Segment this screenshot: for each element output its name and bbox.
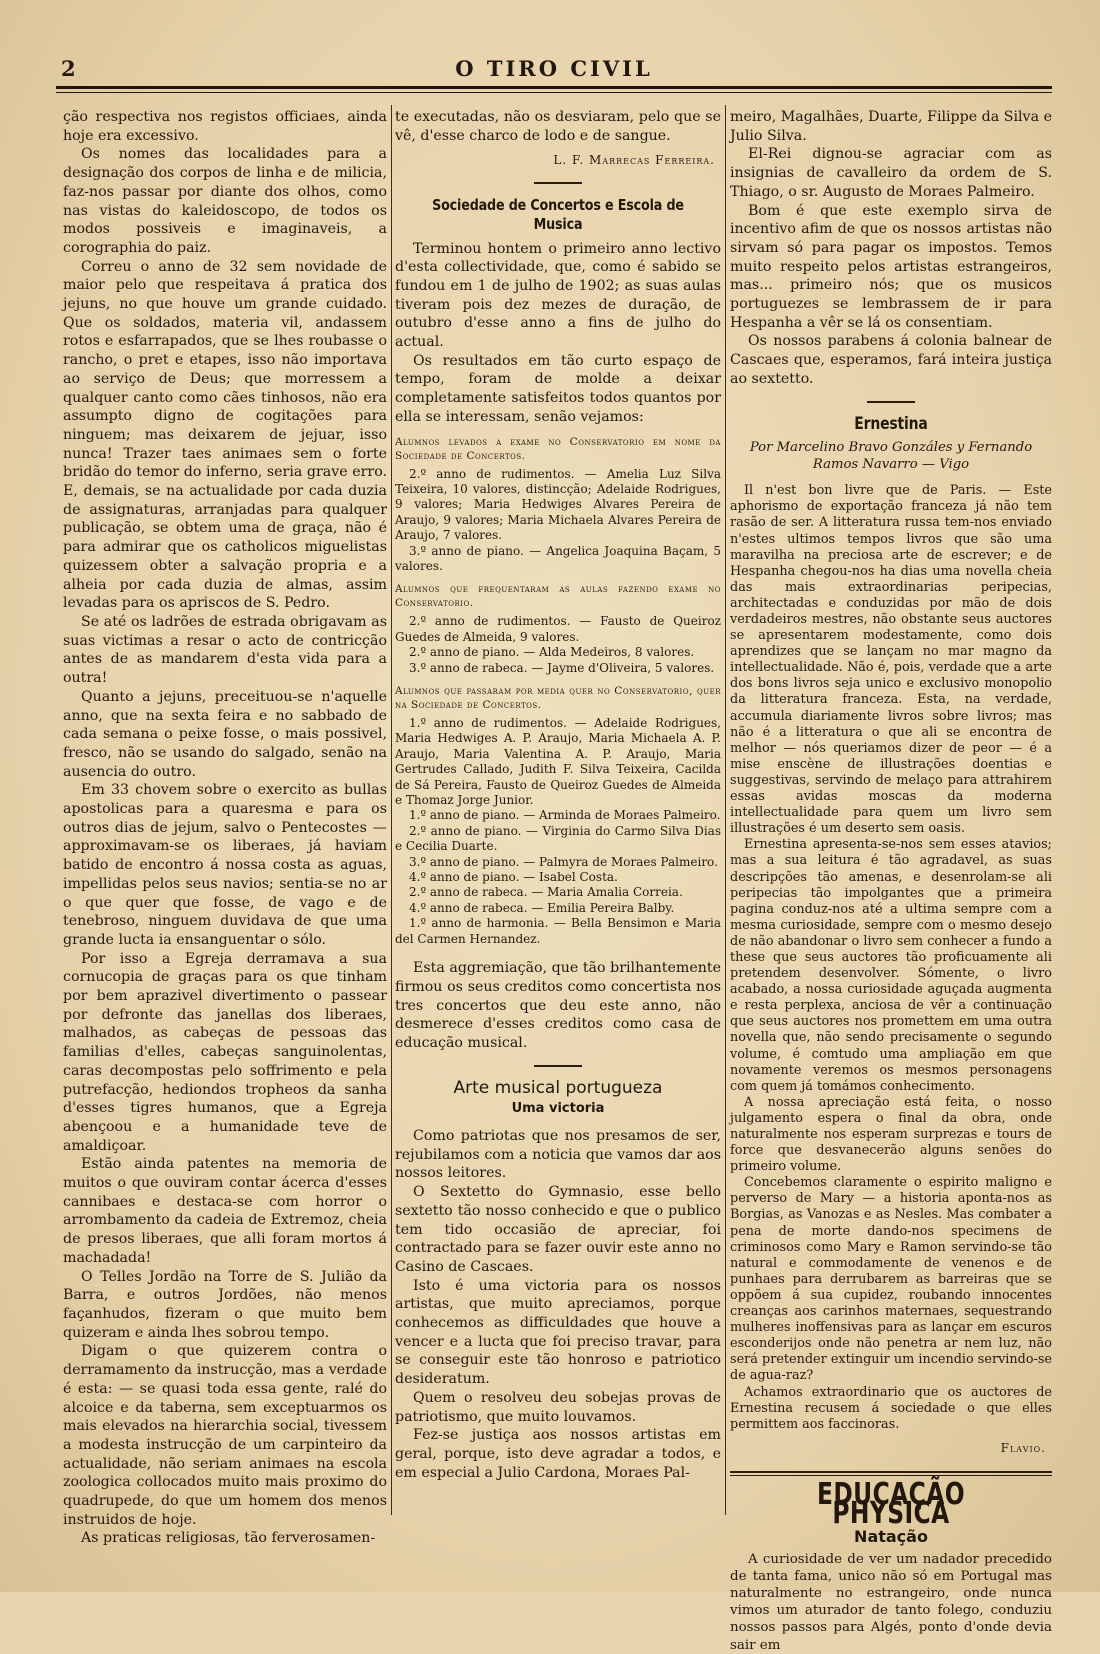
paragraph: Os nomes das localidades para a designação dos corpos de linha e de milicia, faz-nos passar por diante dos olhos, como nas vistas do kaleidoscopo, de todos os modos possiveis e imaginaveis, a corographia do paiz. [63, 146, 387, 256]
list-item: 2.º anno de rudimentos. — Amelia Luz Silva Teixeira, 10 valores, distincção; Adelaide Rodrigues, 9 valores; Maria Hedwiges Alvares Pereira de Araujo, 9 valores; Maria Michaela Alvares Pereira de Araujo, 7 valores. [395, 466, 721, 543]
section-title: Arte musical portugueza [453, 1077, 663, 1098]
paragraph: Quanto a jejuns, preceituou-se n'aquelle anno, que na sexta feira e no sabbado de cada semana o peixe fosse, o mais possivel, fresco, não se usando do salgado, senão na ausencia do outro. [63, 688, 387, 780]
list-item: 4.º anno de piano. — Isabel Costa. [409, 870, 618, 885]
list-item: 4.º anno de rabeca. — Emilia Pereira Balby. [409, 900, 675, 915]
paragraph: Estão ainda patentes na memoria de muitos o que ouviram contar ácerca d'esses cannibaes e destaca-se com horror o arrombamento da cadeia de Extremoz, cheia de presos liberaes, que alli foram mortos á machadada! [63, 1156, 387, 1266]
paragraph: A curiosidade de ver um nadador precedido de tanta fama, unico não só em Portugal mas naturalmente no estrangeiro, onde nunca vimos um aturador de tanto folego, conduziu nossos passos para Algés, ponto d'onde devia sair em [730, 1551, 1052, 1653]
header-rule-thick [56, 86, 1052, 89]
column-2 [395, 108, 721, 1518]
paragraph: Por isso a Egreja derramava a sua cornucopia de graças para os que tinham por bem aprazivel divertimento o passear por defronte das janellas dos liberaes, malhados, as cabeças de pessoas das familias d'elles, cabeças sanguinolentas, caras decompostas pelo soffrimento e pela putrefacção, hediondos tropheos da sanha d'esses tigres humanos, que a Egreja abençoou e a humanidade teve de amaldiçoar. [63, 950, 387, 1154]
paragraph: A nossa apreciação está feita, o nosso julgamento espera o final da obra, onde naturalmente nos esperam surprezas e tours de force que desvanecerão alguns senões do primeiro volume. [730, 1094, 1052, 1175]
paragraph: Isto é uma victoria para os nossos artistas, que muito apreciamos, porque conhecemos as difficuldades que houve a vencer e a lucta que foi preciso travar, para se conseguir este tão honroso e patriotico desideratum. [395, 1277, 721, 1388]
section-subtitle: Uma victoria [511, 1101, 605, 1117]
section-separator [534, 182, 582, 184]
paragraph: Os nossos parabens á colonia balnear de Cascaes que, esperamos, fará inteira justiça ao sextetto. [730, 333, 1052, 387]
results-list [395, 435, 721, 948]
review-body [730, 483, 1052, 1433]
paragraph: Correu o anno de 32 sem novidade de maior pelo que respeitava á pratica dos jejuns, no que houve um grande cuidado. Que os soldados, materia vil, andassem rotos e esfarrapados, que se lhes roubasse o rancho, o pret e etapes, isso não importava ao serviço de Deus; que morressem a qualquer canto como cães tinhosos, não era assumpto digno de cogitações para ninguem; mas deixarem de jejuar, isso nunca! Trazer taes animaes sem o forte bridão do temor do inferno, seria grave erro. E, demais, se na actualidade por cada duzia de assignaturas, arranjadas para qualquer publicação, se obtem uma de graça, não é para admirar que os catholicos miguelistas quizessem obter a salvação propria e a alheia por cada duzia de almas, assim levadas para os apriscos de S. Pedro. [63, 258, 387, 612]
article-signature: L. F. Marrecas Ferreira. [553, 153, 715, 168]
paragraph: O Telles Jordão na Torre de S. Julião da Barra, e outros Jordões, não menos façanhudos, fizeram o que muito bem quizeram e ainda lhes sobrou tempo. [63, 1268, 387, 1341]
page-header [56, 56, 1052, 96]
list-item: 2.º anno de piano. — Alda Medeiros, 8 valores. [409, 645, 695, 660]
paragraph: O Sextetto do Gymnasio, esse bello sextetto tão nosso conhecido e que o publico tem tido occasião de apreciar, foi contractado para se fazer ouvir este anno no Casino de Cascaes. [395, 1184, 721, 1275]
paragraph: Os resultados em tão curto espaço de tempo, foram de molde a deixar completamente satisfeitos todos quantos por ella se interessam, senão vejamos: [395, 352, 721, 425]
column-1 [63, 108, 387, 1547]
list-item: 1.º anno de harmonia. — Bella Bensimon e Maria del Carmen Hernandez. [395, 916, 721, 946]
list-item: 3.º anno de rabeca. — Jayme d'Oliveira, 5 valores. [409, 660, 715, 675]
section-title: Ernestina [854, 413, 928, 434]
paragraph: Esta aggremiação, que tão brilhantemente firmou os seus creditos como concertista nos tres concertos que deu este anno, não desmerece d'esses creditos como casa de educação musical. [395, 960, 721, 1051]
paragraph: Em 33 chovem sobre o exercito as bullas apostolicas para a quaresma e para os outros dias de jejum, salvo o Pentecostes — approximavam-se os liberaes, já haviam batido de encontro á nossa costa as aguas, impellidas pelos seus navios; sentia-se no ar o que quer que fosse, de vago e de tenebroso, ninguem duvidava de que uma grande lucta ia ensanguentar o sólo. [63, 782, 387, 948]
section-title: Sociedade de Concertos e Escola de Musica [432, 196, 684, 233]
section-separator [534, 1065, 582, 1067]
list-item: 2.º anno de rudimentos. — Fausto de Queiroz Guedes de Almeida, 9 valores. [395, 614, 721, 644]
section-title: EDUCAÇÃO PHYSICA [816, 1477, 965, 1532]
list-item: 2.º anno de piano. — Virginia do Carmo Silva Dias e Cecilia Duarte. [395, 823, 721, 854]
paragraph: Digam o que quizerem contra o derramamento da instrucção, mas a verdade é esta: — se quasi toda essa gente, ralé do alcoice e da taberna, sem exceptuarmos os mais elevados na hierarchia social, tivessem a modesta instrucção de um carpinteiro da actualidade, não seriam animaes na escola zoologica collocados muito mais proximo do quadrupede, do que um homem dos menos instruidos de hoje. [63, 1343, 387, 1528]
column-divider-1 [391, 105, 392, 1515]
paragraph: El-Rei dignou-se agraciar com as insignias de cavalleiro da ordem de S. Thiago, o sr. Augusto de Moraes Palmeiro. [730, 146, 1052, 200]
list-heading: Alumnos que frequentaram as aulas fazendo exame no Conservatorio. [395, 583, 721, 610]
section-double-rule [730, 1471, 1052, 1476]
paragraph: Concebemos claramente o espirito maligno e perverso de Mary — a historia aponta-nos as Borgias, as Vanozas e as Nesles. Mas combater a pena de morte dando-nos specimens de criminosos como Mary e Ramon servindo-se tão natural e commodamente de venenos e de punhaes para derrubarem as barreiras que se oppõem á sua cupidez, roubando innocentes creanças aos carinhos maternaes, sequestrando mulheres inoffensivas para as lançar em escuros esconderijos onde não penetra ar nem luz, não será pretender extinguir um incendio servindo-se de agua-raz? [730, 1175, 1052, 1384]
paragraph: te executadas, não os desviaram, pelo que se vê, d'esse charco de lodo e de sangue. [395, 109, 721, 144]
list-heading: Alumnos levados a exame no Conservatorio em nome da Sociedade de Concertos. [395, 435, 721, 462]
paragraph: meiro, Magalhães, Duarte, Filippe da Silva e Julio Silva. [730, 109, 1052, 144]
list-item: 3.º anno de piano. — Palmyra de Moraes Palmeiro. [409, 854, 718, 869]
section-subtitle: Natação [854, 1526, 928, 1546]
paragraph: Quem o resolveu deu sobejas provas de patriotismo, que muito louvamos. [395, 1389, 721, 1425]
column-divider-2 [725, 105, 726, 1515]
list-item: 3.º anno de piano. — Angelica Joaquina Baçam, 5 valores. [395, 543, 721, 573]
list-heading: Alumnos que passaram por media quer no Conservatorio, quer na Sociedade de Concertos. [395, 685, 721, 712]
paragraph: Achamos extraordinario que os auctores de Ernestina recusem á sociedade o que elles permittem aos faccinoras. [730, 1384, 1052, 1432]
paragraph: Fez-se justiça aos nossos artistas em geral, porque, isto deve agradar a todos, e em especial a Julio Cardona, Moraes Pal- [395, 1427, 721, 1481]
paragraph: As praticas religiosas, tão ferverosamen- [81, 1530, 376, 1547]
paragraph: Terminou hontem o primeiro anno lectivo d'esta collectividade, que, como é sabido se fundou em 1 de julho de 1902; as suas aulas tiveram pois dez mezes de duração, de outubro d'esse anno a fins de julho do actual. [395, 240, 721, 351]
paragraph: Se até os ladrões de estrada obrigavam as suas victimas a resar o acto de contricção antes de as mandarem d'esta vida para a outra! [63, 613, 387, 687]
page-number: 2 [61, 56, 76, 81]
masthead-title: O TIRO CIVIL [455, 56, 653, 81]
list-item: 2.º anno de rabeca. — Maria Amalia Correia. [409, 885, 683, 900]
paragraph: Como patriotas que nos presamos de ser, rejubilamos com a noticia que vamos dar aos nossos leitores. [395, 1128, 721, 1182]
article-signature: Flavio. [1000, 1440, 1046, 1455]
article-byline: Por Marcelino Bravo Gonzáles y Fernando Ramos Navarro — Vigo [749, 440, 1033, 473]
section-separator [867, 401, 915, 403]
paragraph: Bom é que este exemplo sirva de incentivo afim de que os nossos artistas não sirvam só para pagar os impostos. Temos muito respeito pelos artistas estrangeiros, mas... primeiro nós; que os musicos portuguezes se lembrassem de ir para Hespanha a vêr se lá os consentiam. [730, 202, 1052, 331]
paragraph: Il n'est bon livre que de Paris. — Este aphorismo de exportação franceza já não tem rasão de ser. A litteratura russa tem-nos enviado n'estes ultimos tempos livros que são uma maravilha na preciosa arte de escrever; e de Hespanha chegou-nos ha dias uma novella cheia das mais extraordinarias peripecias, architectadas e conduzidas por mão de dois verdadeiros mestres, não obstante seus auctores se apresentarem modestamente, como dois aprendizes que se lançam no mar magno da intellectualidade. Não é, pois, verdade que a arte dos bons livros seja unico e exclusivo monopolio da litteratura franceza. Esta, na verdade, accumula diariamente livros sobre livros; mas não é a litteratura o que ali se encontra de melhor — nós queriamos dizer de peor — é a mise enscène de illustrações doentias e suggestivas, servindo de melaço para attrahirem essas avidas moscas da moderna intellectualidade para quem um livro sem illustrações é um deserto sem oasis. [730, 483, 1052, 837]
list-item: 1.º anno de rudimentos. — Adelaide Rodrigues, Maria Hedwiges A. P. Araujo, Maria Michaela A. P. Araujo, Maria Valentina A. P. Araujo, Maria Gertrudes Callado, Judith F. Silva Teixeira, Cacilda de Sá Pereira, Fausto de Queiroz Guedes de Almeida e Thomaz Jorge Junior. [395, 716, 721, 808]
list-item: 1.º anno de piano. — Arminda de Moraes Palmeiro. [409, 808, 721, 823]
header-rule-thin [56, 92, 1052, 93]
section-body [730, 1551, 1052, 1654]
paragraph: Ernestina apresenta-se-nos sem esses atavios; mas a sua leitura é tão agradavel, as suas descripções tão amenas, e desenrolam-se ali peripecias tão impolgantes que a primeira pagina conduz-nos até a ultima sempre com a mesma curiosidade, sempre com o mesmo desejo de não abandonar o livro sem conhecer a fundo a these que seus auctores tão proficuamente ali pretendem desenvolver. Sómente, o livro acabado, a nossa curiosidade aguçada augmenta e resta perplexa, anciosa de vêr a continuação que seus auctores nos promettem em uma outra novella que, não sendo precisamente o segundo volume, é comtudo uma ampliação em que novamente veremos os mesmos personagens com quem já tomámos conhecimento. [730, 837, 1052, 1094]
column-3 [730, 108, 1052, 1653]
paragraph: ção respectiva nos registos officiaes, ainda hoje era excessivo. [63, 109, 387, 144]
